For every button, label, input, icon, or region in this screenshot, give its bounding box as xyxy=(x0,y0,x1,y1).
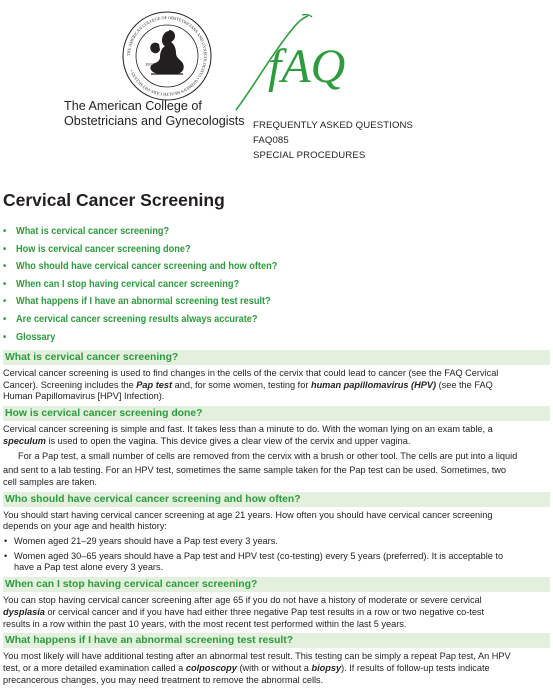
faq-logo-text: fAQ xyxy=(268,40,346,93)
table-of-contents xyxy=(3,223,298,346)
glossary-term: Pap test xyxy=(136,379,173,390)
toc-item-label: What happens if I have an abnormal screening test result? xyxy=(16,296,271,308)
text-line: Cervical cancer screening is simple and fast. It takes less than a minute to do. With the woman lying on an exam table, a xyxy=(3,424,493,435)
bullet-icon: • xyxy=(3,296,7,308)
paragraph xyxy=(3,465,550,488)
acog-seal-logo xyxy=(121,10,213,102)
paragraph xyxy=(3,368,550,403)
bullet-icon: • xyxy=(3,331,7,343)
org-line-1: The American College of xyxy=(64,99,202,113)
glossary-term: colposcopy xyxy=(185,662,237,673)
text-line: Cervical cancer screening is used to find changes in the cells of the cervix that could lead to cancer (see the FAQ Cervical xyxy=(3,368,499,378)
text-line: depends on your age and health history: xyxy=(3,521,167,532)
text-line: Human Papillomavirus [HPV] Infection). xyxy=(3,391,165,402)
seal-ring-text: THE AMERICAN COLLEGE OF OBSTETRICIANS AND GYNECOLOGISTS • WOMEN'S HEALTH CARE PHYSICIANS • xyxy=(125,14,209,98)
toc-item[interactable] xyxy=(3,241,277,259)
faq-number: FAQ085 xyxy=(253,135,289,146)
text-run: test, or a more detailed examination called a xyxy=(3,662,186,673)
toc-item-label: Glossary xyxy=(16,331,56,343)
faq-info xyxy=(253,118,413,163)
glossary-term: biopsy xyxy=(311,662,342,673)
text-line: cell samples are taken. xyxy=(3,476,97,487)
text-run: ). If results of follow-up tests indicate xyxy=(341,662,490,673)
text-run: and, for some women, testing for xyxy=(172,379,311,390)
list-item xyxy=(3,551,550,574)
text-line: precancerous changes, you may need treatment to remove the abnormal cells. xyxy=(3,674,324,685)
organization-name xyxy=(64,99,245,129)
bullet-icon: • xyxy=(3,226,7,237)
bullet-icon: • xyxy=(3,261,7,273)
section-heading: How is cervical cancer screening done? xyxy=(3,406,550,421)
seal-year: 1951 xyxy=(145,62,155,67)
toc-item[interactable] xyxy=(3,329,277,347)
toc-item-label: What is cervical cancer screening? xyxy=(16,226,170,237)
toc-item[interactable] xyxy=(3,223,277,241)
section-heading: What happens if I have an abnormal screening test result? xyxy=(3,633,550,648)
toc-item[interactable] xyxy=(3,293,277,311)
section-heading: Who should have cervical cancer screening and how often? xyxy=(3,492,550,507)
glossary-term: speculum xyxy=(3,435,46,446)
toc-item-label: How is cervical cancer screening done? xyxy=(16,243,191,255)
page-title: Cervical Cancer Screening xyxy=(3,190,225,210)
glossary-term: human papillomavirus (HPV) xyxy=(310,379,437,390)
faq-category: SPECIAL PROCEDURES xyxy=(253,150,366,161)
glossary-term: dysplasia xyxy=(3,606,45,617)
bullet-icon: • xyxy=(3,243,7,255)
text-line: You most likely will have additional testing after an abnormal test result. This testing can be simply a repeat Pap test, An HPV xyxy=(3,651,511,662)
text-line: have a Pap test alone every 3 years. xyxy=(14,562,164,573)
paragraph xyxy=(3,451,550,463)
section-heading: What is cervical cancer screening? xyxy=(3,350,550,365)
text-line: You should start having cervical cancer screening at age 21 years. How often you should have cervical cancer screening xyxy=(3,509,493,520)
text-line xyxy=(3,436,550,448)
bullet-icon: • xyxy=(4,536,8,547)
text-run: (with or without a xyxy=(236,662,312,673)
bullet-icon: • xyxy=(3,313,7,325)
paragraph xyxy=(3,595,550,630)
text-line: results in a row within the past 10 years, with the most recent test performed within the last 5 years. xyxy=(3,618,407,629)
text-line: Women aged 21–29 years should have a Pap test every 3 years. xyxy=(14,536,278,547)
faq-logo xyxy=(232,14,362,118)
text-run: or cervical cancer and if you have had either three negative Pap test results in a row or two negative co-test xyxy=(44,606,485,617)
text-line xyxy=(3,663,550,675)
toc-item[interactable] xyxy=(3,311,277,329)
text-line xyxy=(3,380,550,392)
section-heading: When can I stop having cervical cancer screening? xyxy=(3,577,550,592)
text-run: is used to open the vagina. This device gives a clear view of the cervix and upper vagina. xyxy=(45,435,411,446)
toc-item-label: Who should have cervical cancer screening and how often? xyxy=(16,261,278,273)
text-line: Women aged 30–65 years should have a Pap test and HPV test (co-testing) every 5 years (preferred). It is acceptable to xyxy=(14,550,504,561)
toc-item-label: When can I stop having cervical cancer screening? xyxy=(16,278,240,290)
faq-info-line-1: FREQUENTLY ASKED QUESTIONS xyxy=(253,120,414,131)
text-run: Cancer). Screening includes the xyxy=(3,379,137,390)
toc-item[interactable] xyxy=(3,258,277,276)
text-run: (see the FAQ xyxy=(436,379,493,390)
text-line: For a Pap test, a small number of cells are removed from the cervix with a brush or other tool. The cells are put into a liquid xyxy=(18,450,518,461)
org-line-2: Obstetricians and Gynecologists xyxy=(64,114,245,128)
toc-item-label: Are cervical cancer screening results always accurate? xyxy=(16,313,258,325)
text-line: You can stop having cervical cancer screening after age 65 if you do not have a history of moderate or severe cervical xyxy=(3,595,482,606)
list-item xyxy=(3,536,550,548)
toc-item[interactable] xyxy=(3,276,277,294)
bullet-icon: • xyxy=(4,550,8,561)
paragraph xyxy=(3,510,550,533)
paragraph xyxy=(3,424,550,447)
bullet-icon: • xyxy=(3,278,7,290)
paragraph xyxy=(3,651,550,686)
text-line xyxy=(3,607,550,619)
text-line: and sent to a lab testing. For an HPV test, sometimes the same sample taken for the Pap test can be used. Sometimes, two xyxy=(3,465,507,476)
article-body xyxy=(3,350,550,689)
